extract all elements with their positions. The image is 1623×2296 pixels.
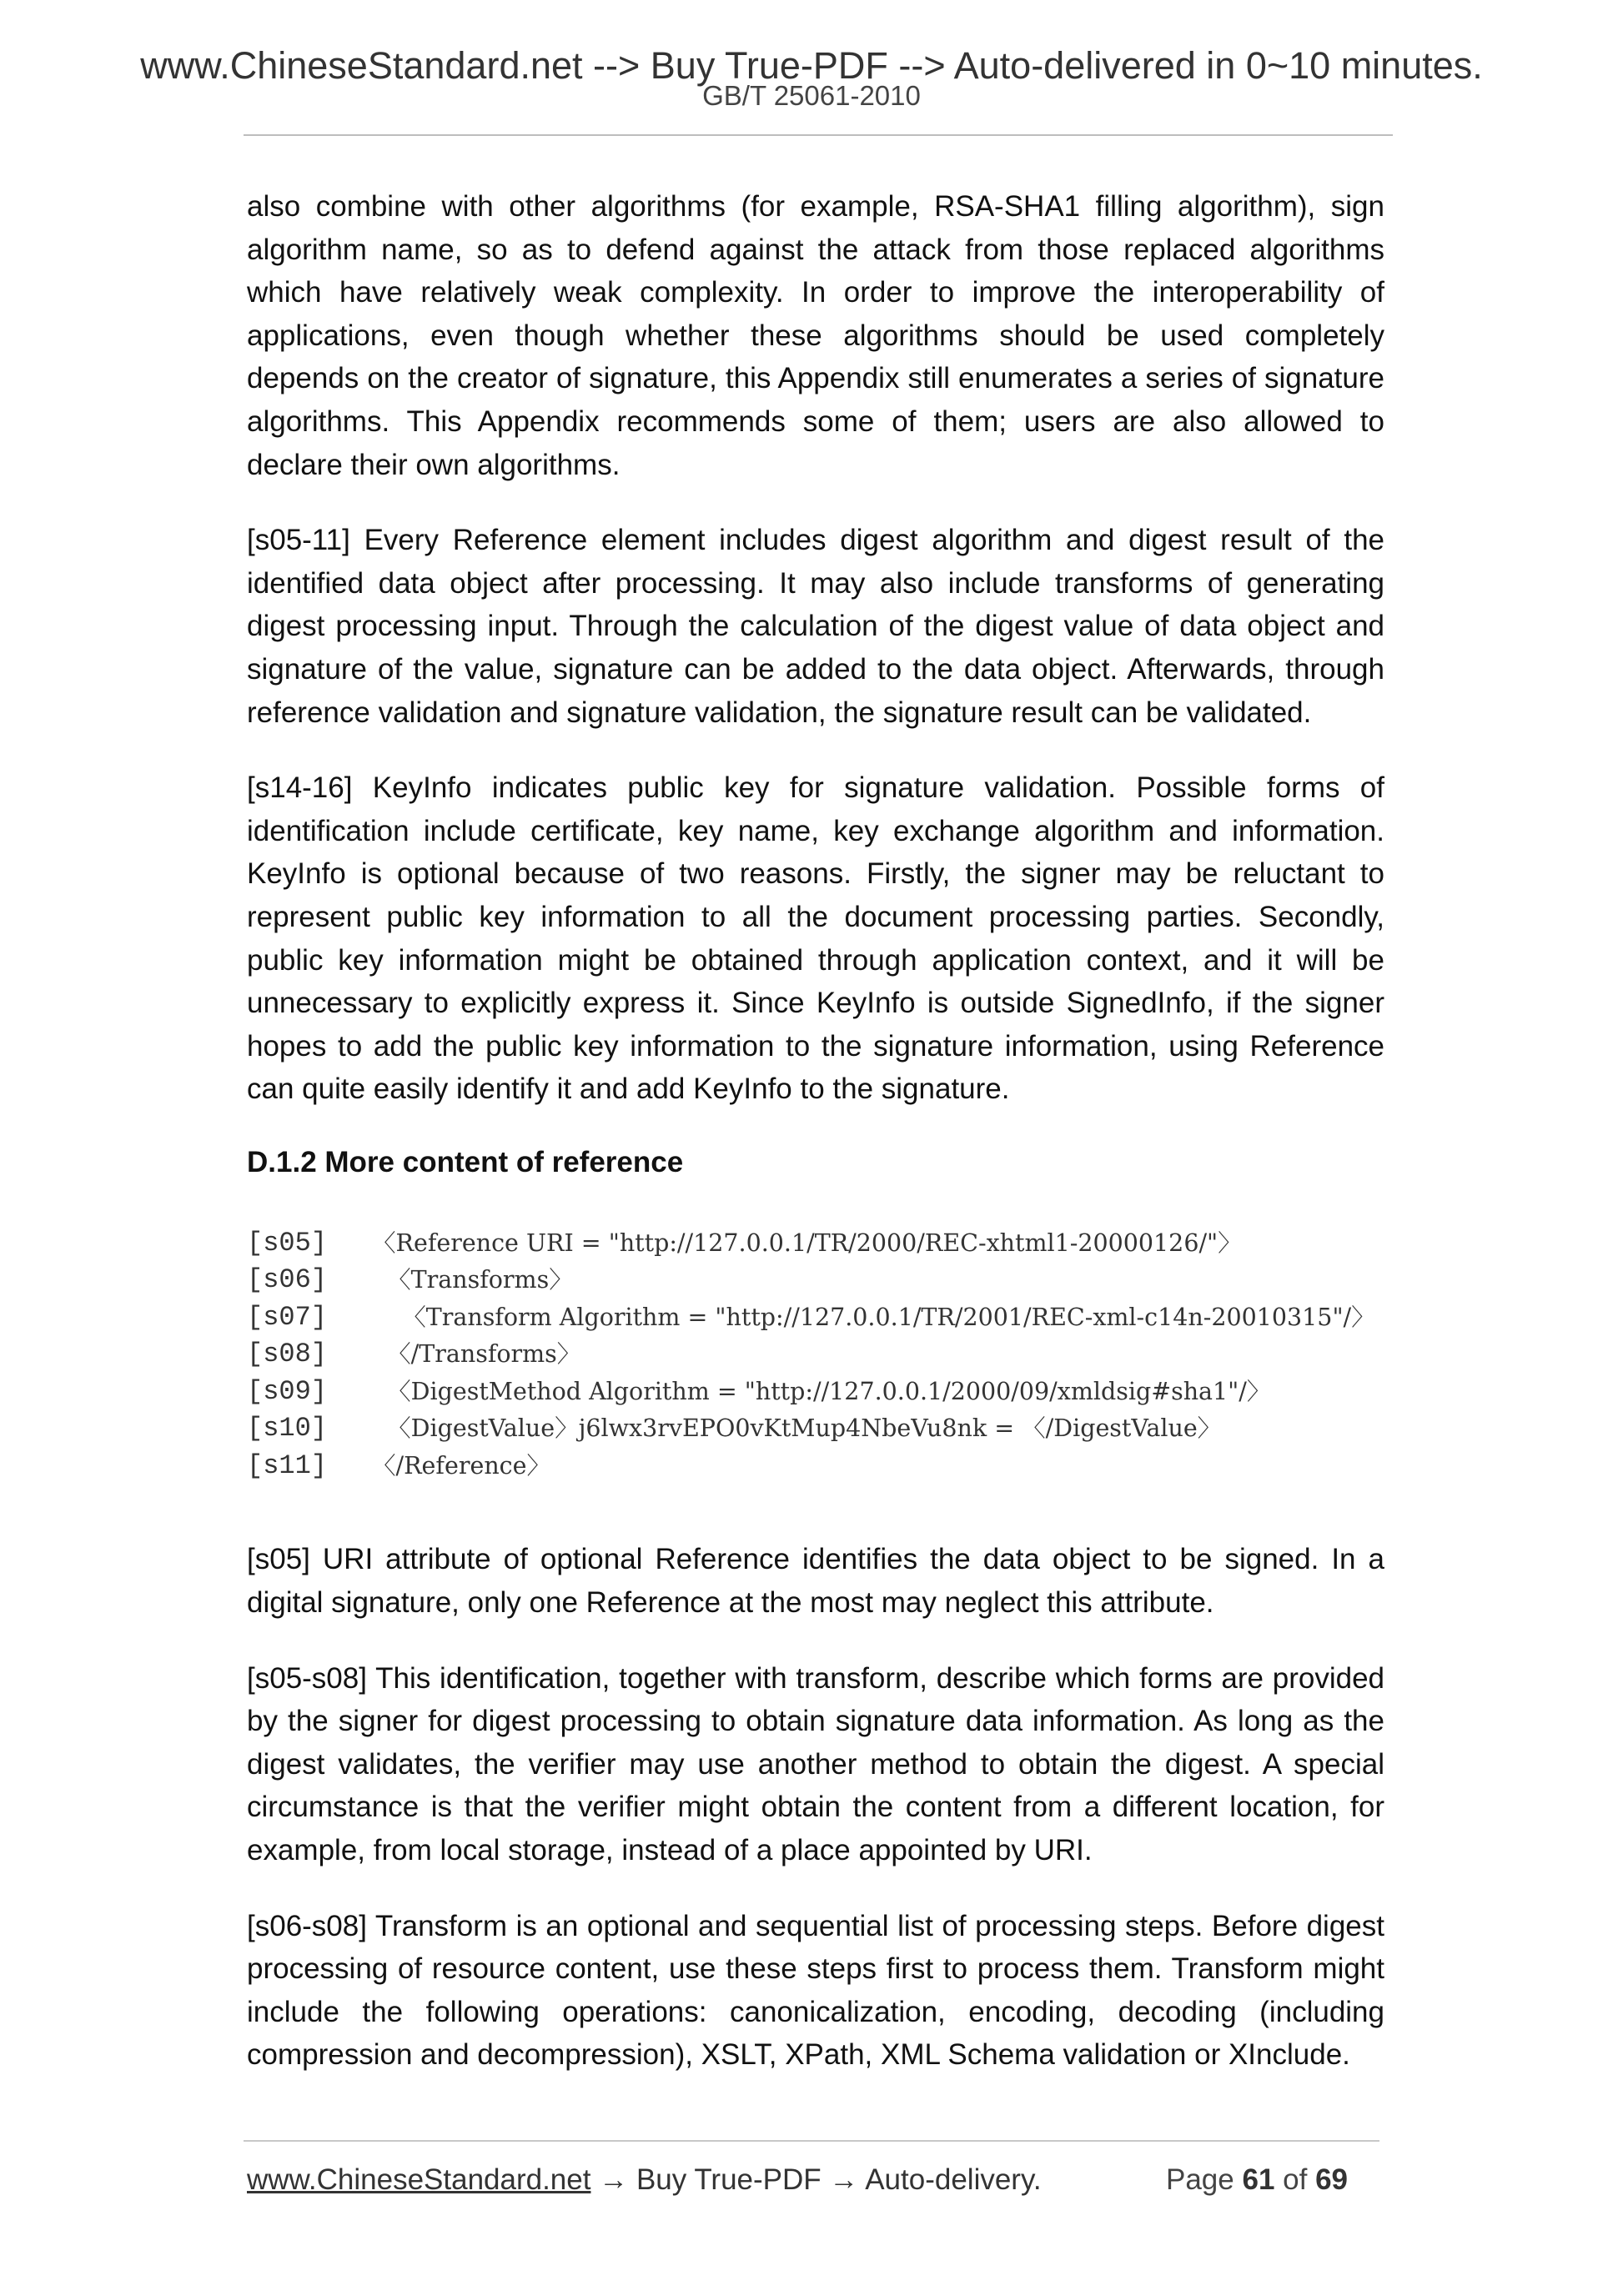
paragraph-s06-s08: [s06-s08] Transform is an optional and sequential list of processing steps. Before digest processing of resource content, use these steps first to process them. Transform might include the following operations: canonicalization, encoding, decoding (including compression and decompression), XSLT, XPath, XML Schema validation or XInclude. <box>247 1909 1384 2072</box>
code-line-tag: [s10] <box>247 1413 328 1444</box>
code-line <box>247 1299 1384 1337</box>
paragraph-algorithms: also combine with other algorithms (for example, RSA-SHA1 filling algorithm), sign algorithm name, so as to defend against the attack from those replaced algorithms which have relatively weak complexity. In order to improve the interoperability of applications, even though whether these algorithms should be used completely depends on the creator of signature, this Appendix still enumerates a series of signature algorithms. This Appendix recommends some of them; users are also allowed to declare their own algorithms. <box>247 190 1384 481</box>
arrow-right-icon: → <box>829 2163 859 2196</box>
code-line-text: 〈Transform Algorithm = "http://127.0.0.1/TR/2001/REC-xml-c14n-20010315"/〉 <box>372 1303 1375 1331</box>
page-body <box>247 185 1384 2109</box>
paragraph-s05: [s05] URI attribute of optional Reference identifies the data object to be signed. In a digital signature, only one Reference at the most may neglect this attribute. <box>247 1543 1384 1619</box>
code-line-text: 〈Transforms〉 <box>372 1266 573 1294</box>
code-line <box>247 1262 1384 1299</box>
code-line-tag: [s05] <box>247 1227 328 1259</box>
code-line-text: 〈/Reference〉 <box>372 1451 551 1480</box>
code-line <box>247 1336 1384 1374</box>
code-listing <box>247 1225 1384 1485</box>
page-number: 61 <box>1242 2163 1275 2196</box>
banner-text: www.ChineseStandard.net --> Buy True-PDF --> Auto-delivered in 0~10 minutes. <box>140 44 1483 87</box>
paragraph-s05-s08: [s05-s08] This identification, together with transform, describe which forms are provided by the signer for digest processing to obtain signature data information. As long as the digest validates, the verifier may use another method to obtain the digest. A special circumstance is that the verifier might obtain the content from a different location, for example, from local storage, instead of a place appointed by URI. <box>247 1661 1384 1866</box>
standard-id: GB/T 25061-2010 <box>702 80 921 111</box>
code-line-text: 〈/Transforms〉 <box>372 1340 581 1369</box>
page-indicator <box>1166 2162 1348 2198</box>
header-divider <box>244 134 1393 136</box>
code-line-text: 〈DigestMethod Algorithm = "http://127.0.0.1/2000/09/xmldsig#sha1"/〉 <box>372 1377 1271 1405</box>
code-line <box>247 1448 1384 1485</box>
arrow-right-icon: → <box>599 2163 629 2196</box>
footer-site-link[interactable]: www.ChineseStandard.net <box>247 2163 591 2196</box>
footer-buy-text: Buy True-PDF <box>636 2163 822 2196</box>
page-total: 69 <box>1315 2163 1349 2196</box>
code-line-tag: [s11] <box>247 1449 328 1481</box>
footer-divider <box>244 2140 1379 2142</box>
footer-delivery-text: Auto-delivery. <box>865 2163 1042 2196</box>
paragraph-s05-11: [s05-11] Every Reference element includes digest algorithm and digest result of the identified data object after processing. It may also include transforms of generating digest processing input. Through the calculation of the digest value of data object and signature of the value, signature can be added to the data object. Afterwards, through reference validation and signature validation, the signature result can be validated. <box>247 524 1384 729</box>
page-label: Page <box>1166 2163 1234 2196</box>
code-line <box>247 1225 1384 1263</box>
code-line-text: 〈DigestValue〉j6lwx3rvEPO0vKtMup4NbeVu8nk = 〈/DigestValue〉 <box>372 1414 1222 1443</box>
code-line-tag: [s09] <box>247 1375 328 1407</box>
code-line-tag: [s06] <box>247 1264 328 1296</box>
code-line <box>247 1374 1384 1411</box>
page-of-label: of <box>1283 2163 1308 2196</box>
paragraph-s14-16: [s14-16] KeyInfo indicates public key for signature validation. Possible forms of identification include certificate, key name, key exchange algorithm and information. KeyInfo is optional because of two reasons. Firstly, the signer may be reluctant to represent public key information to all the document processing parties. Secondly, public key information might be obtained through application context, and it will be unnecessary to explicitly express it. Since KeyInfo is outside SignedInfo, if the signer hopes to add the public key information to the signature information, using Reference can quite easily identify it and add KeyInfo to the signature. <box>247 771 1384 1106</box>
footer-links <box>247 2162 1042 2198</box>
code-line-text: 〈Reference URI = "http://127.0.0.1/TR/2000/REC-xhtml1-20000126/"〉 <box>372 1228 1242 1257</box>
code-line-tag: [s07] <box>247 1301 328 1333</box>
code-line <box>247 1410 1384 1448</box>
section-heading: D.1.2 More content of reference <box>247 1145 684 1178</box>
code-line-tag: [s08] <box>247 1339 328 1370</box>
